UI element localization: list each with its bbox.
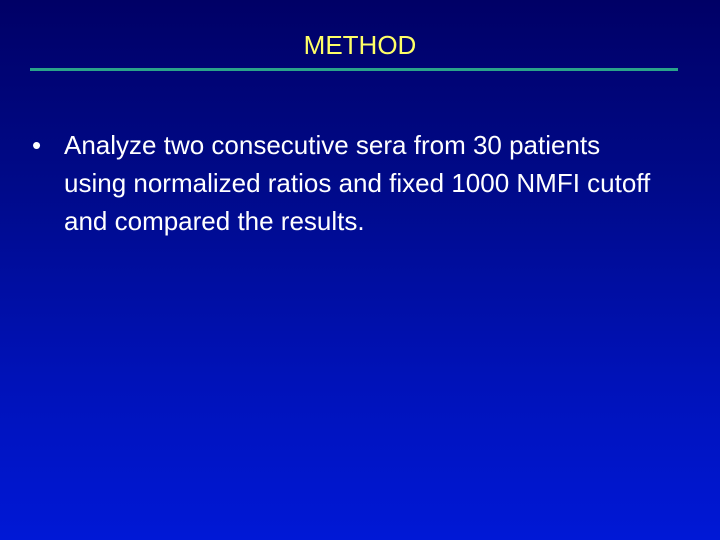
bullet-text: Analyze two consecutive sera from 30 patients using normalized ratios and fixed 1000 NMFI cutoff and compared the results. [64, 130, 651, 236]
slide-title: METHOD [303, 30, 417, 60]
bullet-icon: • [32, 130, 42, 160]
bullet-list [30, 126, 660, 240]
title-underline [30, 68, 678, 71]
bullet-item [30, 126, 660, 240]
